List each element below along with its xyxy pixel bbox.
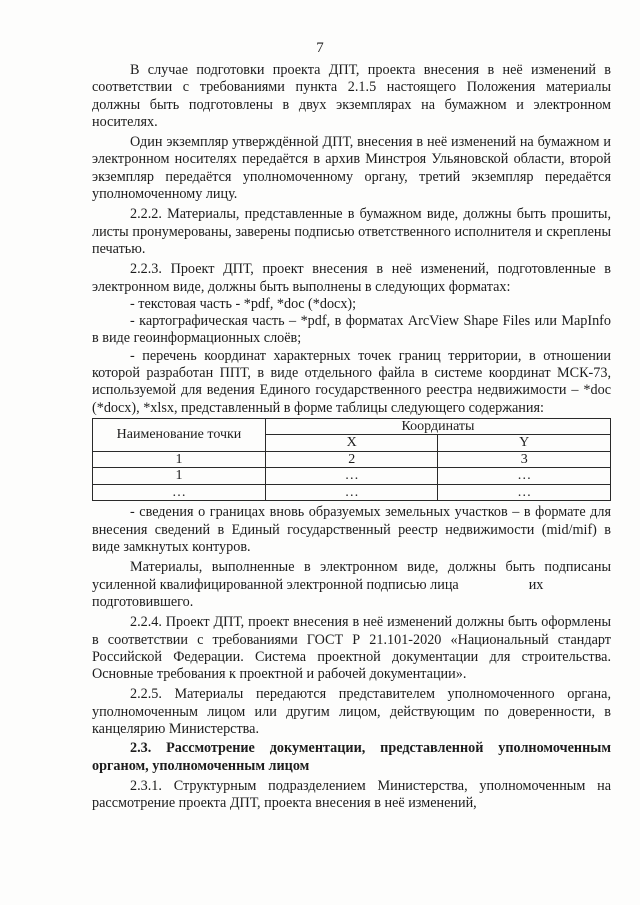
document-body	[92, 62, 611, 812]
table-cell: …	[438, 468, 611, 485]
table-header-coords: Координаты	[266, 418, 611, 435]
table-cell: …	[93, 484, 266, 501]
table-cell: 3	[438, 451, 611, 468]
table-cell: …	[266, 484, 438, 501]
table-header-x: X	[266, 435, 438, 452]
list-item: - текстовая часть - *pdf, *doc (*docx);	[130, 295, 357, 312]
table-header-point: Наименование точки	[93, 418, 266, 451]
paragraph: В случае подготовки проекта ДПТ, проекта внесения в неё изменений в соответствии с требованиями пункта 2.1.5 настоящего Положения материалы должны быть подготовлены в двух экземплярах на бумажном и электронном носителях.	[92, 62, 611, 130]
paragraph-text-tail: их	[528, 576, 544, 593]
page-number: 7	[316, 40, 324, 56]
paragraph-continuation: подготовившего.	[92, 593, 194, 610]
list-item: - картографическая часть – *pdf, в форматах ArcView Shape Files или MapInfo в виде геоинформационных слоёв;	[92, 313, 611, 347]
coordinates-table	[92, 418, 611, 502]
paragraph: 2.2.3. Проект ДПТ, проект внесения в неё изменений, подготовленные в электронном виде, должны быть выполнены в следующих форматах:	[92, 261, 611, 295]
table-cell: …	[266, 468, 438, 485]
table-header-y: Y	[438, 435, 611, 452]
table-row	[93, 484, 611, 501]
list-item: - перечень координат характерных точек границ территории, в отношении которой разработан ППТ, в виде отдельного файла в системе координат МСК-73, используемой для ведения Единого государственного реестра недвижимости – *doc (*docx), *xlsx, представленный в форме таблицы следующего содержания:	[92, 347, 611, 416]
table-cell: 2	[266, 451, 438, 468]
section-heading: 2.3. Рассмотрение документации, представленной уполномоченным органом, уполномоченным лицом	[92, 740, 611, 774]
table-cell: 1	[93, 451, 266, 468]
table-row	[93, 451, 611, 468]
table-row	[93, 468, 611, 485]
list-item: - сведения о границах вновь образуемых земельных участков – в формате для внесения сведений в Единый государственный реестр недвижимости (mid/mif) в виде замкнутых контуров.	[92, 504, 611, 556]
paragraph: 2.3.1. Структурным подразделением Министерства, уполномоченным на рассмотрение проекта ДПТ, проекта внесения в неё изменений,	[92, 777, 611, 812]
paragraph: 2.2.4. Проект ДПТ, проект внесения в неё изменений должны быть оформлены в соответствии с требованиями ГОСТ Р 21.101-2020 «Национальный стандарт Российской Федерации. Система проектной документации для строительства. Основные требования к проектной и рабочей документации».	[92, 614, 611, 683]
table-cell: …	[438, 484, 611, 501]
paragraph	[92, 559, 611, 594]
paragraph: 2.2.2. Материалы, представленные в бумажном виде, должны быть прошиты, листы пронумерованы, заверены подписью ответственного исполнителя и скреплены печатью.	[92, 206, 611, 257]
paragraph: Один экземпляр утверждённой ДПТ, внесения в неё изменений на бумажном и электронном носителях передаётся в архив Минстроя Ульяновской области, второй экземпляр передаётся уполномоченному органу, третий экземпляр передаётся уполномоченному лицу.	[92, 134, 611, 203]
table-cell: 1	[93, 468, 266, 485]
paragraph: 2.2.5. Материалы передаются представителем уполномоченного органа, уполномоченным лицом или другим лицом, действующим по доверенности, в канцелярию Министерства.	[92, 686, 611, 737]
paragraph-text: Материалы, выполненные в электронном виде, должны быть подписаны усиленной квалифицированной электронной подписью лица	[92, 559, 611, 593]
